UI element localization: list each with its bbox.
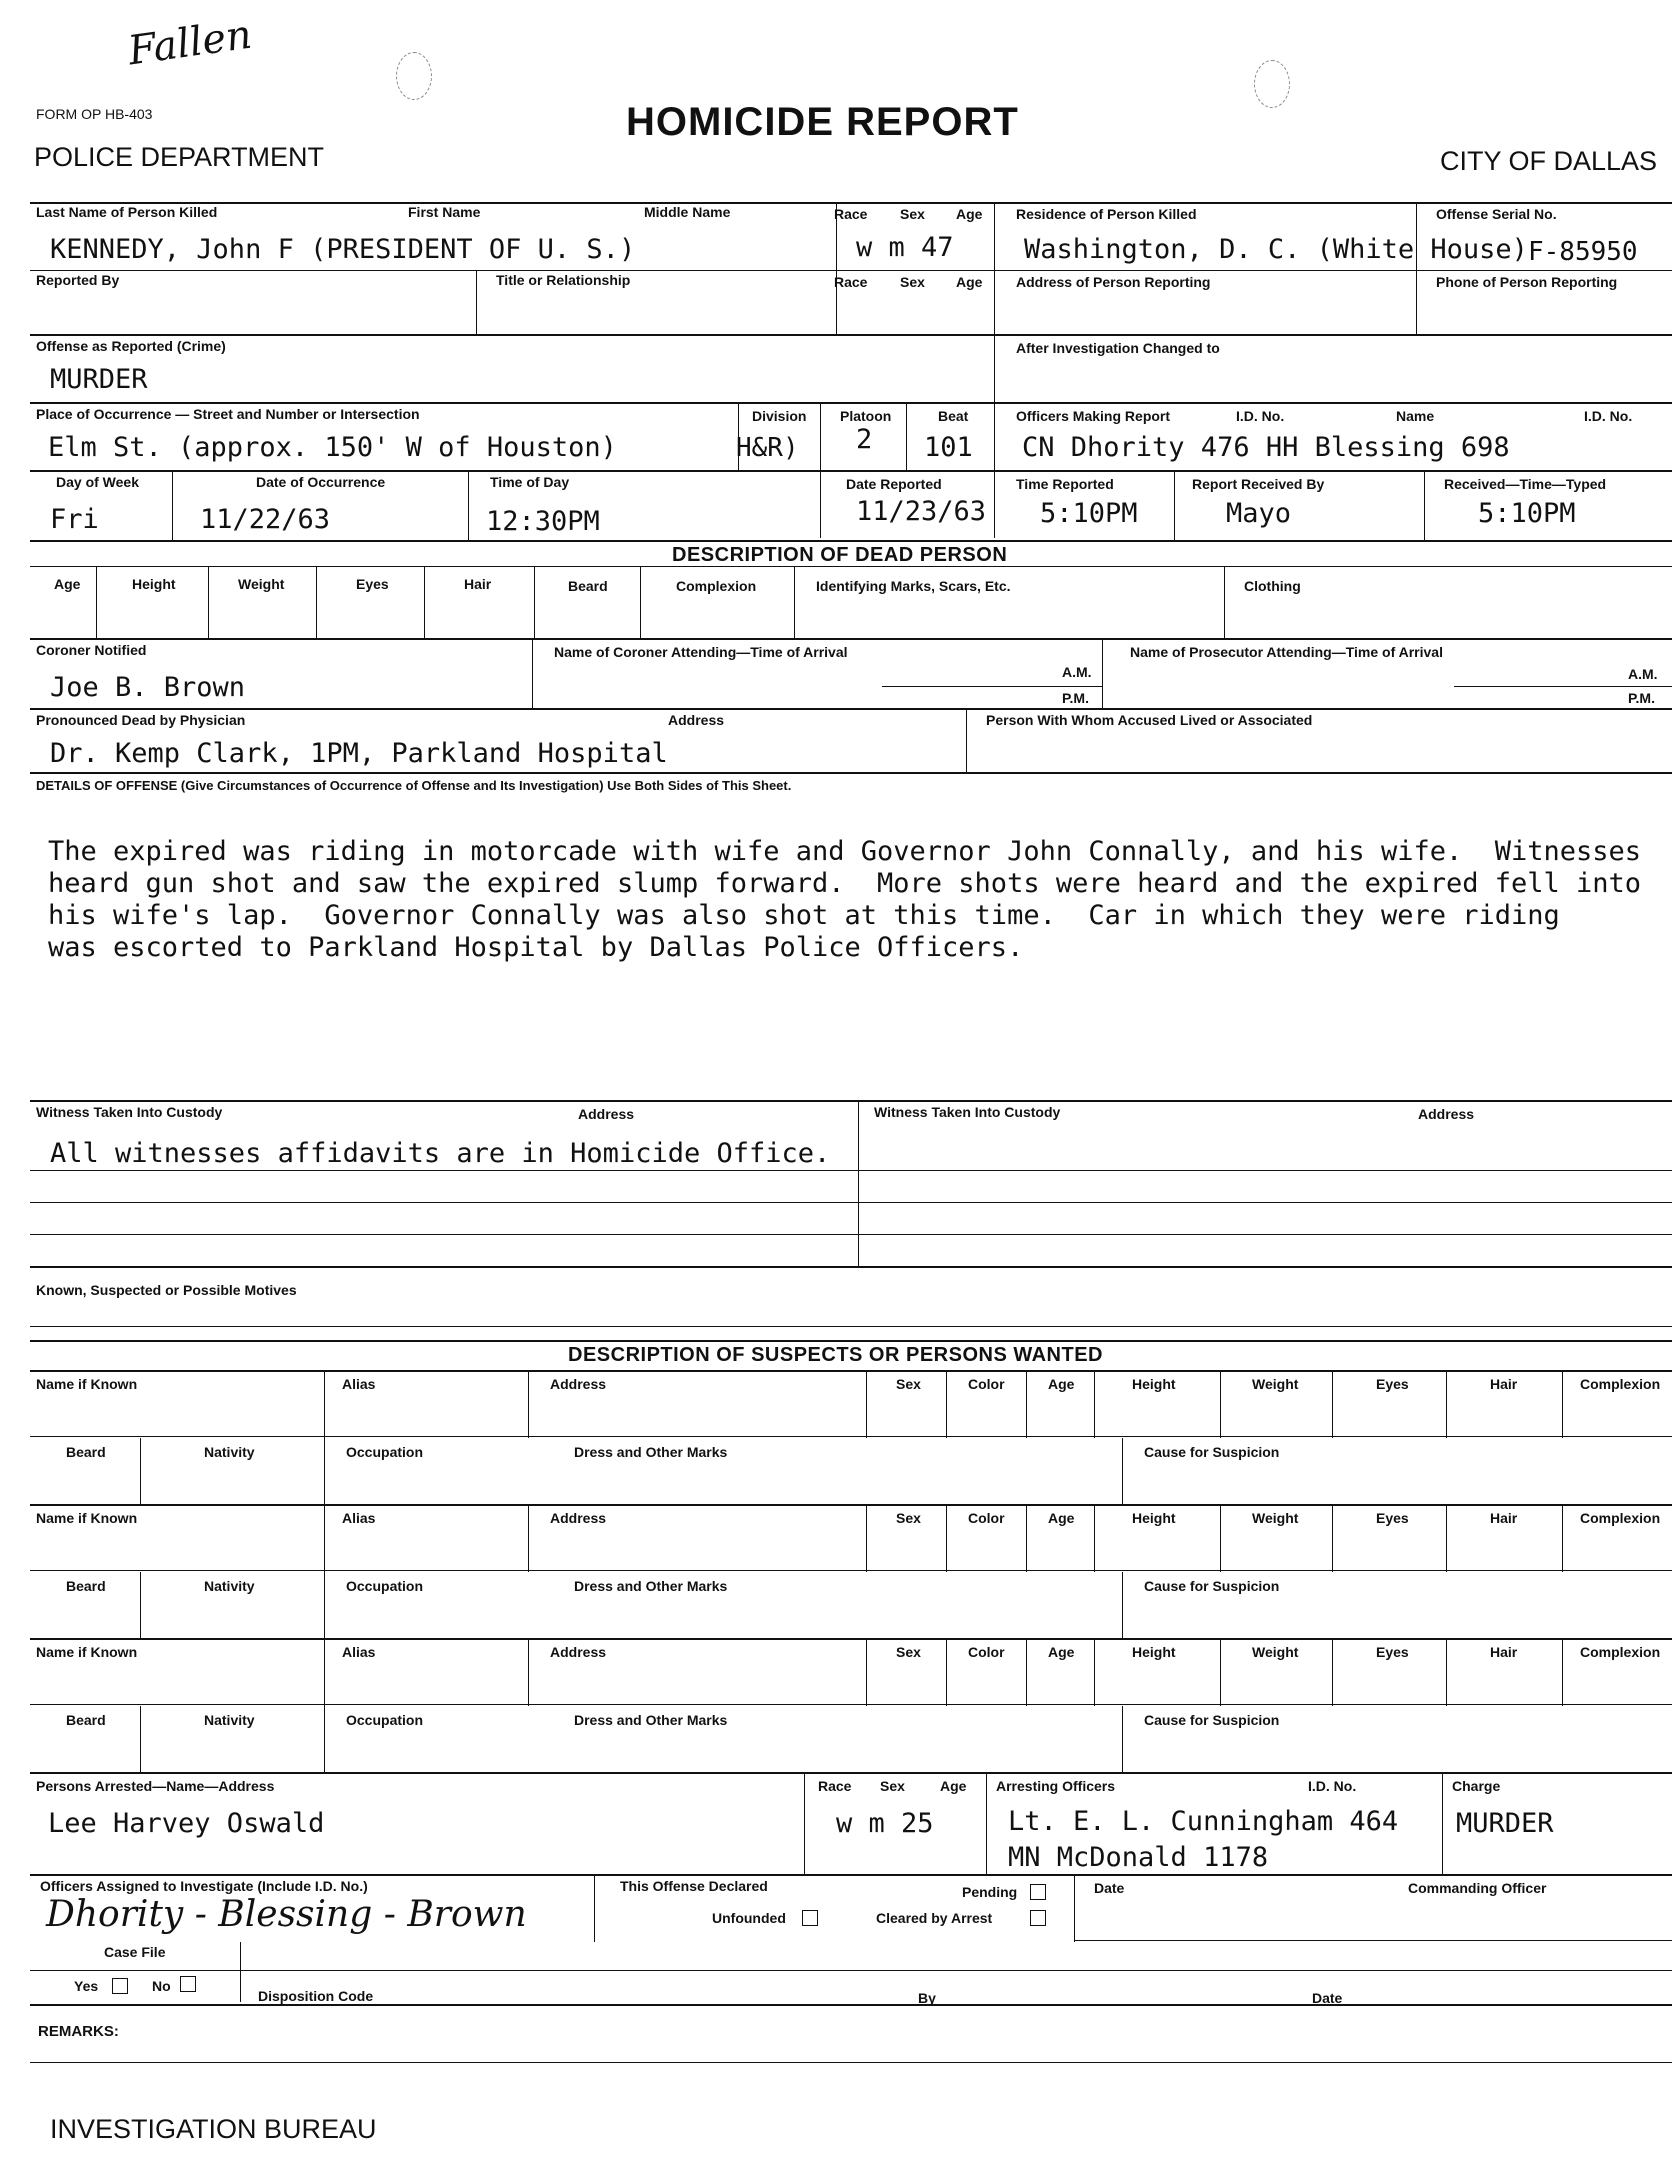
label-s1-nativity: Nativity [204, 1444, 255, 1460]
label-s3-age: Age [1048, 1644, 1075, 1660]
label-s3-alias: Alias [342, 1644, 376, 1660]
value-day: Fri [50, 504, 99, 535]
label-clothing: Clothing [1244, 578, 1301, 594]
label-offense-declared: This Offense Declared [620, 1878, 768, 1894]
checkbox-unfounded[interactable] [802, 1910, 818, 1926]
value-arrested-name: Lee Harvey Oswald [48, 1808, 325, 1839]
label-race-2: Race [834, 274, 868, 290]
label-s3-height: Height [1132, 1644, 1176, 1660]
label-dead-beard: Beard [568, 578, 608, 594]
label-persons-arrested: Persons Arrested—Name—Address [36, 1778, 275, 1794]
label-charge: Charge [1452, 1778, 1501, 1794]
label-s1-address: Address [550, 1376, 607, 1392]
label-after-investigation: After Investigation Changed to [1016, 340, 1220, 356]
label-s1-dress: Dress and Other Marks [574, 1444, 728, 1460]
label-s1-weight: Weight [1252, 1376, 1299, 1392]
value-received-time: 5:10PM [1478, 498, 1576, 529]
value-beat: 101 [924, 432, 973, 463]
label-s2-address: Address [550, 1510, 607, 1526]
label-s1-beard: Beard [66, 1444, 106, 1460]
label-s2-occupation: Occupation [346, 1578, 424, 1594]
details-line-4: was escorted to Parkland Hospital by Dallas Police Officers. [48, 932, 1024, 963]
label-report-received-by: Report Received By [1192, 476, 1325, 492]
value-platoon: 2 [856, 424, 873, 455]
label-commanding-officer: Commanding Officer [1408, 1880, 1547, 1896]
label-coroner-notified: Coroner Notified [36, 642, 147, 658]
label-no: No [152, 1978, 171, 1994]
city-name: CITY OF DALLAS [1440, 146, 1658, 176]
value-date-occurrence: 11/22/63 [200, 504, 331, 535]
value-division: H&R) [736, 433, 799, 463]
checkbox-case-file-yes[interactable] [112, 1978, 128, 1994]
label-offense-serial: Offense Serial No. [1436, 206, 1557, 222]
details-line-2: heard gun shot and saw the expired slump forward. More shots were heard and the expired fell into [48, 868, 1642, 899]
value-arresting-officer-2: MN McDonald 1178 [1008, 1842, 1269, 1873]
label-witness-address-1: Address [578, 1106, 635, 1122]
label-s2-nativity: Nativity [204, 1578, 255, 1594]
value-offense-reported: MURDER [50, 364, 148, 395]
label-coroner-attending: Name of Coroner Attending—Time of Arrival [554, 644, 848, 660]
label-s3-nativity: Nativity [204, 1712, 255, 1728]
label-offense-reported: Offense as Reported (Crime) [36, 338, 226, 354]
department-name: POLICE DEPARTMENT [34, 142, 325, 172]
label-first-name: First Name [408, 204, 481, 220]
handwritten-note: Fallen [125, 11, 255, 75]
label-physician-address: Address [668, 712, 725, 728]
label-pending: Pending [962, 1884, 1018, 1900]
form-title: HOMICIDE REPORT [626, 100, 1019, 144]
label-time-of-day: Time of Day [490, 474, 570, 490]
form-number: FORM OP HB-403 [36, 106, 153, 122]
label-s1-cause: Cause for Suspicion [1144, 1444, 1280, 1460]
label-disposition-code: Disposition Code [258, 1988, 374, 2004]
value-officers: CN Dhority 476 HH Blessing 698 [1022, 432, 1510, 463]
label-dead-eyes: Eyes [356, 576, 389, 592]
investigation-bureau: INVESTIGATION BUREAU [50, 2114, 377, 2144]
label-sex: Sex [900, 206, 925, 222]
value-arrested-race-sex-age: w m 25 [836, 1808, 934, 1839]
label-identifying: Identifying Marks, Scars, Etc. [816, 578, 1011, 594]
value-residence: Washington, D. C. (White House) [1024, 234, 1528, 265]
checkbox-cleared-by-arrest[interactable] [1030, 1910, 1046, 1926]
label-arrested-age: Age [940, 1778, 967, 1794]
section-description-dead: DESCRIPTION OF DEAD PERSON [672, 544, 1008, 566]
label-arresting-officers: Arresting Officers [996, 1778, 1116, 1794]
label-age: Age [956, 206, 983, 222]
label-s3-occupation: Occupation [346, 1712, 424, 1728]
label-division: Division [752, 408, 807, 424]
label-s3-name: Name if Known [36, 1644, 138, 1660]
label-yes: Yes [74, 1978, 99, 1994]
label-date-reported: Date Reported [846, 476, 942, 492]
label-reported-by: Reported By [36, 272, 120, 288]
label-prosecutor-am: A.M. [1628, 666, 1658, 682]
label-name: Name [1396, 408, 1435, 424]
section-description-suspects: DESCRIPTION OF SUSPECTS OR PERSONS WANTED [568, 1344, 1104, 1366]
label-s3-eyes: Eyes [1376, 1644, 1409, 1660]
label-cleared: Cleared by Arrest [876, 1910, 993, 1926]
label-s1-eyes: Eyes [1376, 1376, 1409, 1392]
label-s2-sex: Sex [896, 1510, 921, 1526]
checkbox-case-file-no[interactable] [180, 1976, 196, 1992]
value-race-sex-age: w m 47 [856, 232, 954, 263]
label-person-with: Person With Whom Accused Lived or Associated [986, 712, 1313, 728]
label-s2-cause: Cause for Suspicion [1144, 1578, 1280, 1594]
label-unfounded: Unfounded [712, 1910, 786, 1926]
label-dead-height: Height [132, 576, 176, 592]
signature-officers-assigned: Dhority - Blessing - Brown [46, 1894, 527, 1935]
label-witness-2: Witness Taken Into Custody [874, 1104, 1061, 1120]
value-offense-serial: F-85950 [1528, 237, 1638, 267]
label-phone-reporting: Phone of Person Reporting [1436, 274, 1618, 290]
label-coroner-pm: P.M. [1062, 690, 1089, 706]
label-by: By [918, 1990, 936, 2006]
label-s3-weight: Weight [1252, 1644, 1299, 1660]
label-dead-weight: Weight [238, 576, 285, 592]
label-s1-occupation: Occupation [346, 1444, 424, 1460]
label-id-no: I.D. No. [1236, 408, 1285, 424]
value-date-reported: 11/23/63 [856, 496, 987, 527]
label-s1-age: Age [1048, 1376, 1075, 1392]
label-s1-complexion: Complexion [1580, 1376, 1661, 1392]
checkbox-pending[interactable] [1030, 1884, 1046, 1900]
label-prosecutor-attending: Name of Prosecutor Attending—Time of Arrival [1130, 644, 1443, 660]
label-s3-color: Color [968, 1644, 1005, 1660]
label-dead-age: Age [54, 576, 81, 592]
label-s2-alias: Alias [342, 1510, 376, 1526]
label-arrested-race: Race [818, 1778, 852, 1794]
label-beat: Beat [938, 408, 969, 424]
label-motives: Known, Suspected or Possible Motives [36, 1282, 297, 1298]
punch-hole-right [1254, 60, 1290, 108]
label-witness-1: Witness Taken Into Custody [36, 1104, 223, 1120]
label-officers-making: Officers Making Report [1016, 408, 1171, 424]
label-case-file: Case File [104, 1944, 166, 1960]
value-time-of-day: 12:30PM [486, 506, 600, 537]
label-s3-hair: Hair [1490, 1644, 1518, 1660]
label-date-2: Date [1312, 1990, 1343, 2006]
label-title-relationship: Title or Relationship [496, 272, 631, 288]
label-s1-hair: Hair [1490, 1376, 1518, 1392]
label-s2-name: Name if Known [36, 1510, 138, 1526]
value-arresting-officer-1: Lt. E. L. Cunningham 464 [1008, 1806, 1399, 1837]
label-age-2: Age [956, 274, 983, 290]
label-s2-dress: Dress and Other Marks [574, 1578, 728, 1594]
label-s2-weight: Weight [1252, 1510, 1299, 1526]
label-date-occurrence: Date of Occurrence [256, 474, 386, 490]
value-place: Elm St. (approx. 150' W of Houston) [48, 432, 617, 463]
label-s1-color: Color [968, 1376, 1005, 1392]
value-coroner: Joe B. Brown [50, 672, 246, 703]
label-s2-height: Height [1132, 1510, 1176, 1526]
label-s3-address: Address [550, 1644, 607, 1660]
label-s1-name: Name if Known [36, 1376, 138, 1392]
value-witnesses: All witnesses affidavits are in Homicide Office. [50, 1138, 831, 1169]
label-s3-dress: Dress and Other Marks [574, 1712, 728, 1728]
label-pronounced: Pronounced Dead by Physician [36, 712, 246, 728]
label-remarks: REMARKS: [38, 2023, 119, 2040]
label-dead-hair: Hair [464, 576, 492, 592]
details-text [48, 836, 1641, 964]
label-sex-2: Sex [900, 274, 925, 290]
label-time-reported: Time Reported [1016, 476, 1114, 492]
label-date: Date [1094, 1880, 1125, 1896]
label-platoon: Platoon [840, 408, 892, 424]
value-physician: Dr. Kemp Clark, 1PM, Parkland Hospital [50, 738, 668, 769]
label-s1-alias: Alias [342, 1376, 376, 1392]
label-details: DETAILS OF OFFENSE (Give Circumstances of Occurrence of Offense and Its Investigation) Use Both Sides of This Sheet. [36, 778, 792, 793]
value-name-killed: KENNEDY, John F (PRESIDENT OF U. S.) [50, 234, 636, 265]
label-s2-eyes: Eyes [1376, 1510, 1409, 1526]
value-time-reported: 5:10PM [1040, 498, 1138, 529]
label-s3-beard: Beard [66, 1712, 106, 1728]
label-officers-assigned: Officers Assigned to Investigate (Include I.D. No.) [40, 1878, 368, 1894]
label-witness-address-2: Address [1418, 1106, 1475, 1122]
label-race: Race [834, 206, 868, 222]
label-arrested-sex: Sex [880, 1778, 905, 1794]
label-prosecutor-pm: P.M. [1628, 690, 1655, 706]
value-received-by: Mayo [1226, 498, 1292, 529]
label-coroner-am: A.M. [1062, 664, 1092, 680]
label-dead-complexion: Complexion [676, 578, 757, 594]
label-s2-beard: Beard [66, 1578, 106, 1594]
label-id-no-2: I.D. No. [1584, 408, 1633, 424]
label-s3-sex: Sex [896, 1644, 921, 1660]
label-s2-hair: Hair [1490, 1510, 1518, 1526]
label-arresting-id: I.D. No. [1308, 1778, 1357, 1794]
label-s1-sex: Sex [896, 1376, 921, 1392]
punch-hole-left [396, 52, 432, 100]
value-charge: MURDER [1456, 1808, 1554, 1839]
label-s2-color: Color [968, 1510, 1005, 1526]
label-address-reporting: Address of Person Reporting [1016, 274, 1211, 290]
details-line-1: The expired was riding in motorcade with wife and Governor John Connally, and his wife. Witnesses [48, 836, 1642, 867]
label-s2-age: Age [1048, 1510, 1075, 1526]
label-received-time-typed: Received—Time—Typed [1444, 476, 1607, 492]
label-place: Place of Occurrence — Street and Number or Intersection [36, 406, 420, 422]
details-line-3: his wife's lap. Governor Connally was also shot at this time. Car in which they were riding [48, 900, 1560, 931]
label-middle-name: Middle Name [644, 204, 731, 220]
label-day-of-week: Day of Week [56, 474, 139, 490]
label-residence: Residence of Person Killed [1016, 206, 1197, 222]
label-s3-cause: Cause for Suspicion [1144, 1712, 1280, 1728]
label-s2-complexion: Complexion [1580, 1510, 1661, 1526]
label-s3-complexion: Complexion [1580, 1644, 1661, 1660]
label-last-name: Last Name of Person Killed [36, 204, 218, 220]
label-s1-height: Height [1132, 1376, 1176, 1392]
